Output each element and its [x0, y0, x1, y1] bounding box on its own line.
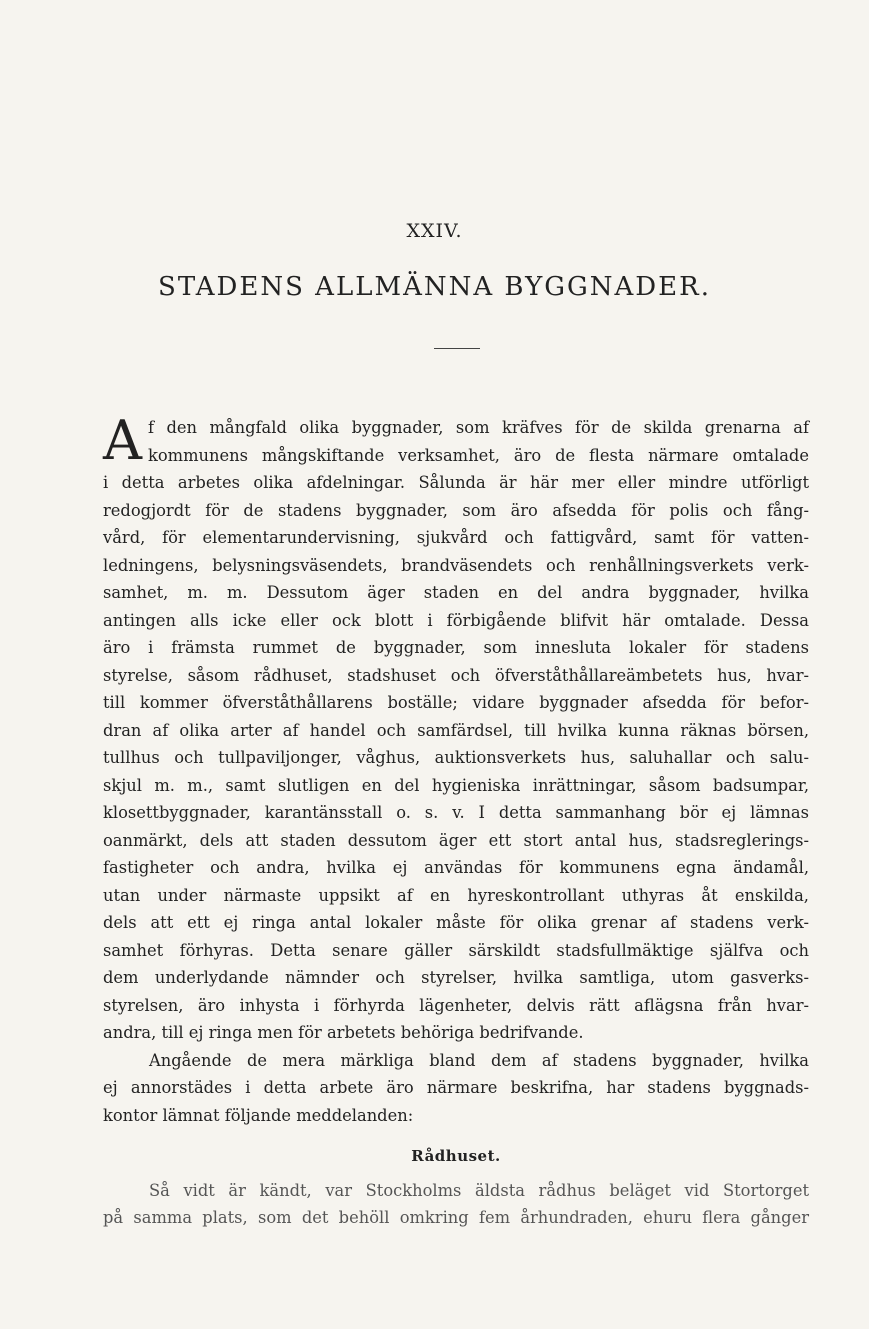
text-line: vård, för elementarundervisning, sjukvård och fattigvård, samt för vatten- — [103, 528, 809, 547]
text-line: fastigheter och andra, hvilka ej användas för kommunens egna ändamål, — [103, 858, 809, 877]
text-line: samhet förhyras. Detta senare gäller särskildt stadsfullmäktige själfva och — [103, 940, 809, 960]
text-line: f den mångfald olika byggnader, som kräfves för de skilda grenarna af — [148, 418, 809, 437]
section-heading: Rådhuset. — [411, 1147, 501, 1165]
text-line: styrelsen, äro inhysta i förhyrda lägenheter, delvis rätt aflägsna från hvar- — [103, 995, 809, 1015]
text-line: antingen alls icke eller ock blott i förbigående blifvit här omtalade. Dessa — [103, 610, 809, 630]
text-line: oanmärkt, dels att staden dessutom äger ett stort antal hus, stadsreglerings- — [103, 830, 809, 850]
text-line: dels att ett ej ringa antal lokaler måste för olika grenar af stadens verk- — [103, 913, 809, 932]
text-line: andra, till ej ringa men för arbetets behöriga bedrifvande. — [103, 1023, 584, 1042]
text-line: styrelse, såsom rådhuset, stadshuset och öfverståthållareämbetets hus, hvar- — [103, 665, 809, 685]
text-line: kontor lämnat följande meddelanden: — [103, 1105, 414, 1125]
chapter-title: STADENS ALLMÄNNA BYGGNADER. — [158, 272, 711, 302]
text-line: ej annorstädes i detta arbete äro närmare beskrifna, har stadens byggnads- — [103, 1078, 809, 1097]
chapter-number: XXIV. — [406, 220, 463, 242]
text-line: ledningens, belysningsväsendets, brandväsendets och renhållningsverkets verk- — [103, 555, 809, 575]
text-line: skjul m. m., samt slutligen en del hygieniska inrättningar, såsom badsumpar, — [103, 775, 809, 795]
text-line: kommunens mångskiftande verksamhet, äro de flesta närmare omtalade — [148, 445, 809, 465]
title-divider — [434, 348, 480, 349]
text-line: i detta arbetes olika afdelningar. Sålunda är här mer eller mindre utförligt — [103, 473, 809, 492]
text-line: dem underlydande nämnder och styrelser, hvilka samtliga, utom gasverks- — [103, 968, 809, 987]
drop-cap: A — [103, 409, 142, 472]
text-line: tullhus och tullpaviljonger, våghus, auktionsverkets hus, saluhallar och salu- — [103, 748, 809, 767]
text-line: Angående de mera märkliga bland dem af stadens byggnader, hvilka — [149, 1050, 809, 1070]
text-line: till kommer öfverståthållarens boställe; vidare byggnader afsedda för befor- — [103, 693, 809, 712]
text-line: redogjordt för de stadens byggnader, som äro afsedda för polis och fång- — [103, 500, 809, 520]
paragraph-2 — [103, 1047, 809, 1130]
text-line: på samma plats, som det behöll omkring fem århundraden, ehuru flera gånger — [103, 1208, 809, 1227]
text-line: äro i främsta rummet de byggnader, som innesluta lokaler för stadens — [103, 638, 809, 657]
text-line: klosettbyggnader, karantänsstall o. s. v. I detta sammanhang bör ej lämnas — [103, 803, 809, 822]
body-text — [103, 409, 809, 1232]
paragraph-1 — [103, 409, 809, 1047]
text-line: Så vidt är kändt, var Stockholms äldsta rådhus beläget vid Stortorget — [149, 1180, 809, 1200]
text-line: dran af olika arter af handel och samfärdsel, till hvilka kunna räknas börsen, — [103, 720, 809, 740]
paragraph-3 — [103, 1177, 809, 1232]
text-line: samhet, m. m. Dessutom äger staden en del andra byggnader, hvilka — [103, 583, 809, 602]
text-line: utan under närmaste uppsikt af en hyreskontrollant uthyras åt enskilda, — [103, 885, 809, 905]
